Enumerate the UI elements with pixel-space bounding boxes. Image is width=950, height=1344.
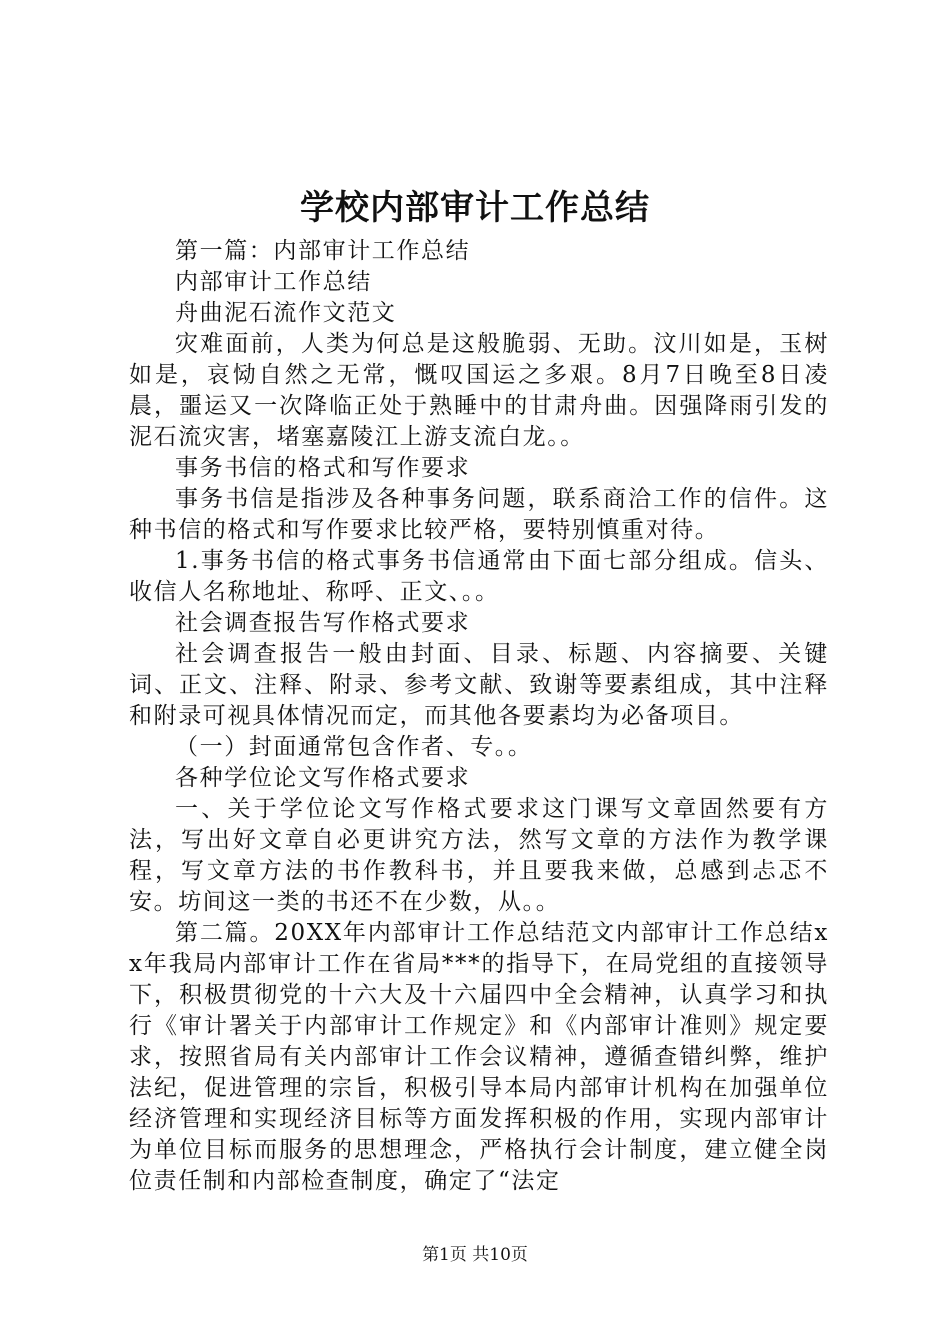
- paragraph-mudslide-text: 灾难面前，人类为何总是这般脆弱、无助。汶川如是，玉树如是，哀恸自然之无常，慨叹国运之多艰。8月7日晚至8日凌晨，噩运又一次降临正处于熟睡中的甘肃舟曲。因强降雨引发的泥石流灾害，堵塞嘉陵江上游支流白龙。。: [129, 331, 829, 450]
- paragraph-letters-format: 1.事务书信的格式事务书信通常由下面七部分组成。信头、收信人名称地址、称呼、正文、。。: [129, 548, 829, 605]
- page-footer: 第1页 共10页: [422, 1245, 528, 1265]
- paragraph-heading-thesis: 各种学位论文写作格式要求: [175, 765, 471, 791]
- paragraph-letters-text: 事务书信是指涉及各种事务问题，联系商洽工作的信件。这种书信的格式和写作要求比较严格，要特别慎重对待。: [129, 486, 829, 543]
- paragraph-survey-cover: （一）封面通常包含作者、专。。: [175, 734, 533, 760]
- document-title: 学校内部审计工作总结: [300, 188, 650, 228]
- paragraph-thesis-text: 一、关于学位论文写作格式要求这门课写文章固然要有方法，写出好文章自必更讲究方法，然写文章的方法作为教学课程，写文章方法的书作教科书，并且要我来做，总感到忐忑不安。坊间这一类的书还不在少数，从。。: [129, 796, 829, 915]
- paragraph-section-2: 第二篇。20XX年内部审计工作总结范文内部审计工作总结xx年我局内部审计工作在省局***的指导下，在局党组的直接领导下，积极贯彻党的十六大及十六届四中全会精神，认真学习和执行《审计署关于内部审计工作规定》和《内部审计准则》规定要求，按照省局有关内部审计工作会议精神，遵循查错纠弊，维护法纪，促进管理的宗旨，积极引导本局内部审计机构在加强单位经济管理和实现经济目标等方面发挥积极的作用，实现内部审计为单位目标而服务的思想理念，严格执行会计制度，建立健全岗位责任制和内部检查制度，确定了“法定: [129, 920, 829, 1194]
- paragraph-survey-text: 社会调查报告一般由封面、目录、标题、内容摘要、关键词、正文、注释、附录、参考文献、致谢等要素组成，其中注释和附录可视具体情况而定，而其他各要素均为必备项目。: [129, 641, 829, 729]
- document-body: [129, 236, 829, 1197]
- paragraph-heading-mudslide: 舟曲泥石流作文范文: [175, 300, 397, 326]
- paragraph-heading-letters: 事务书信的格式和写作要求: [175, 455, 471, 481]
- paragraph-subtitle: 内部审计工作总结: [175, 269, 372, 295]
- paragraph-section-heading-1: 第一篇：内部审计工作总结: [175, 238, 471, 264]
- paragraph-heading-survey: 社会调查报告写作格式要求: [175, 610, 471, 636]
